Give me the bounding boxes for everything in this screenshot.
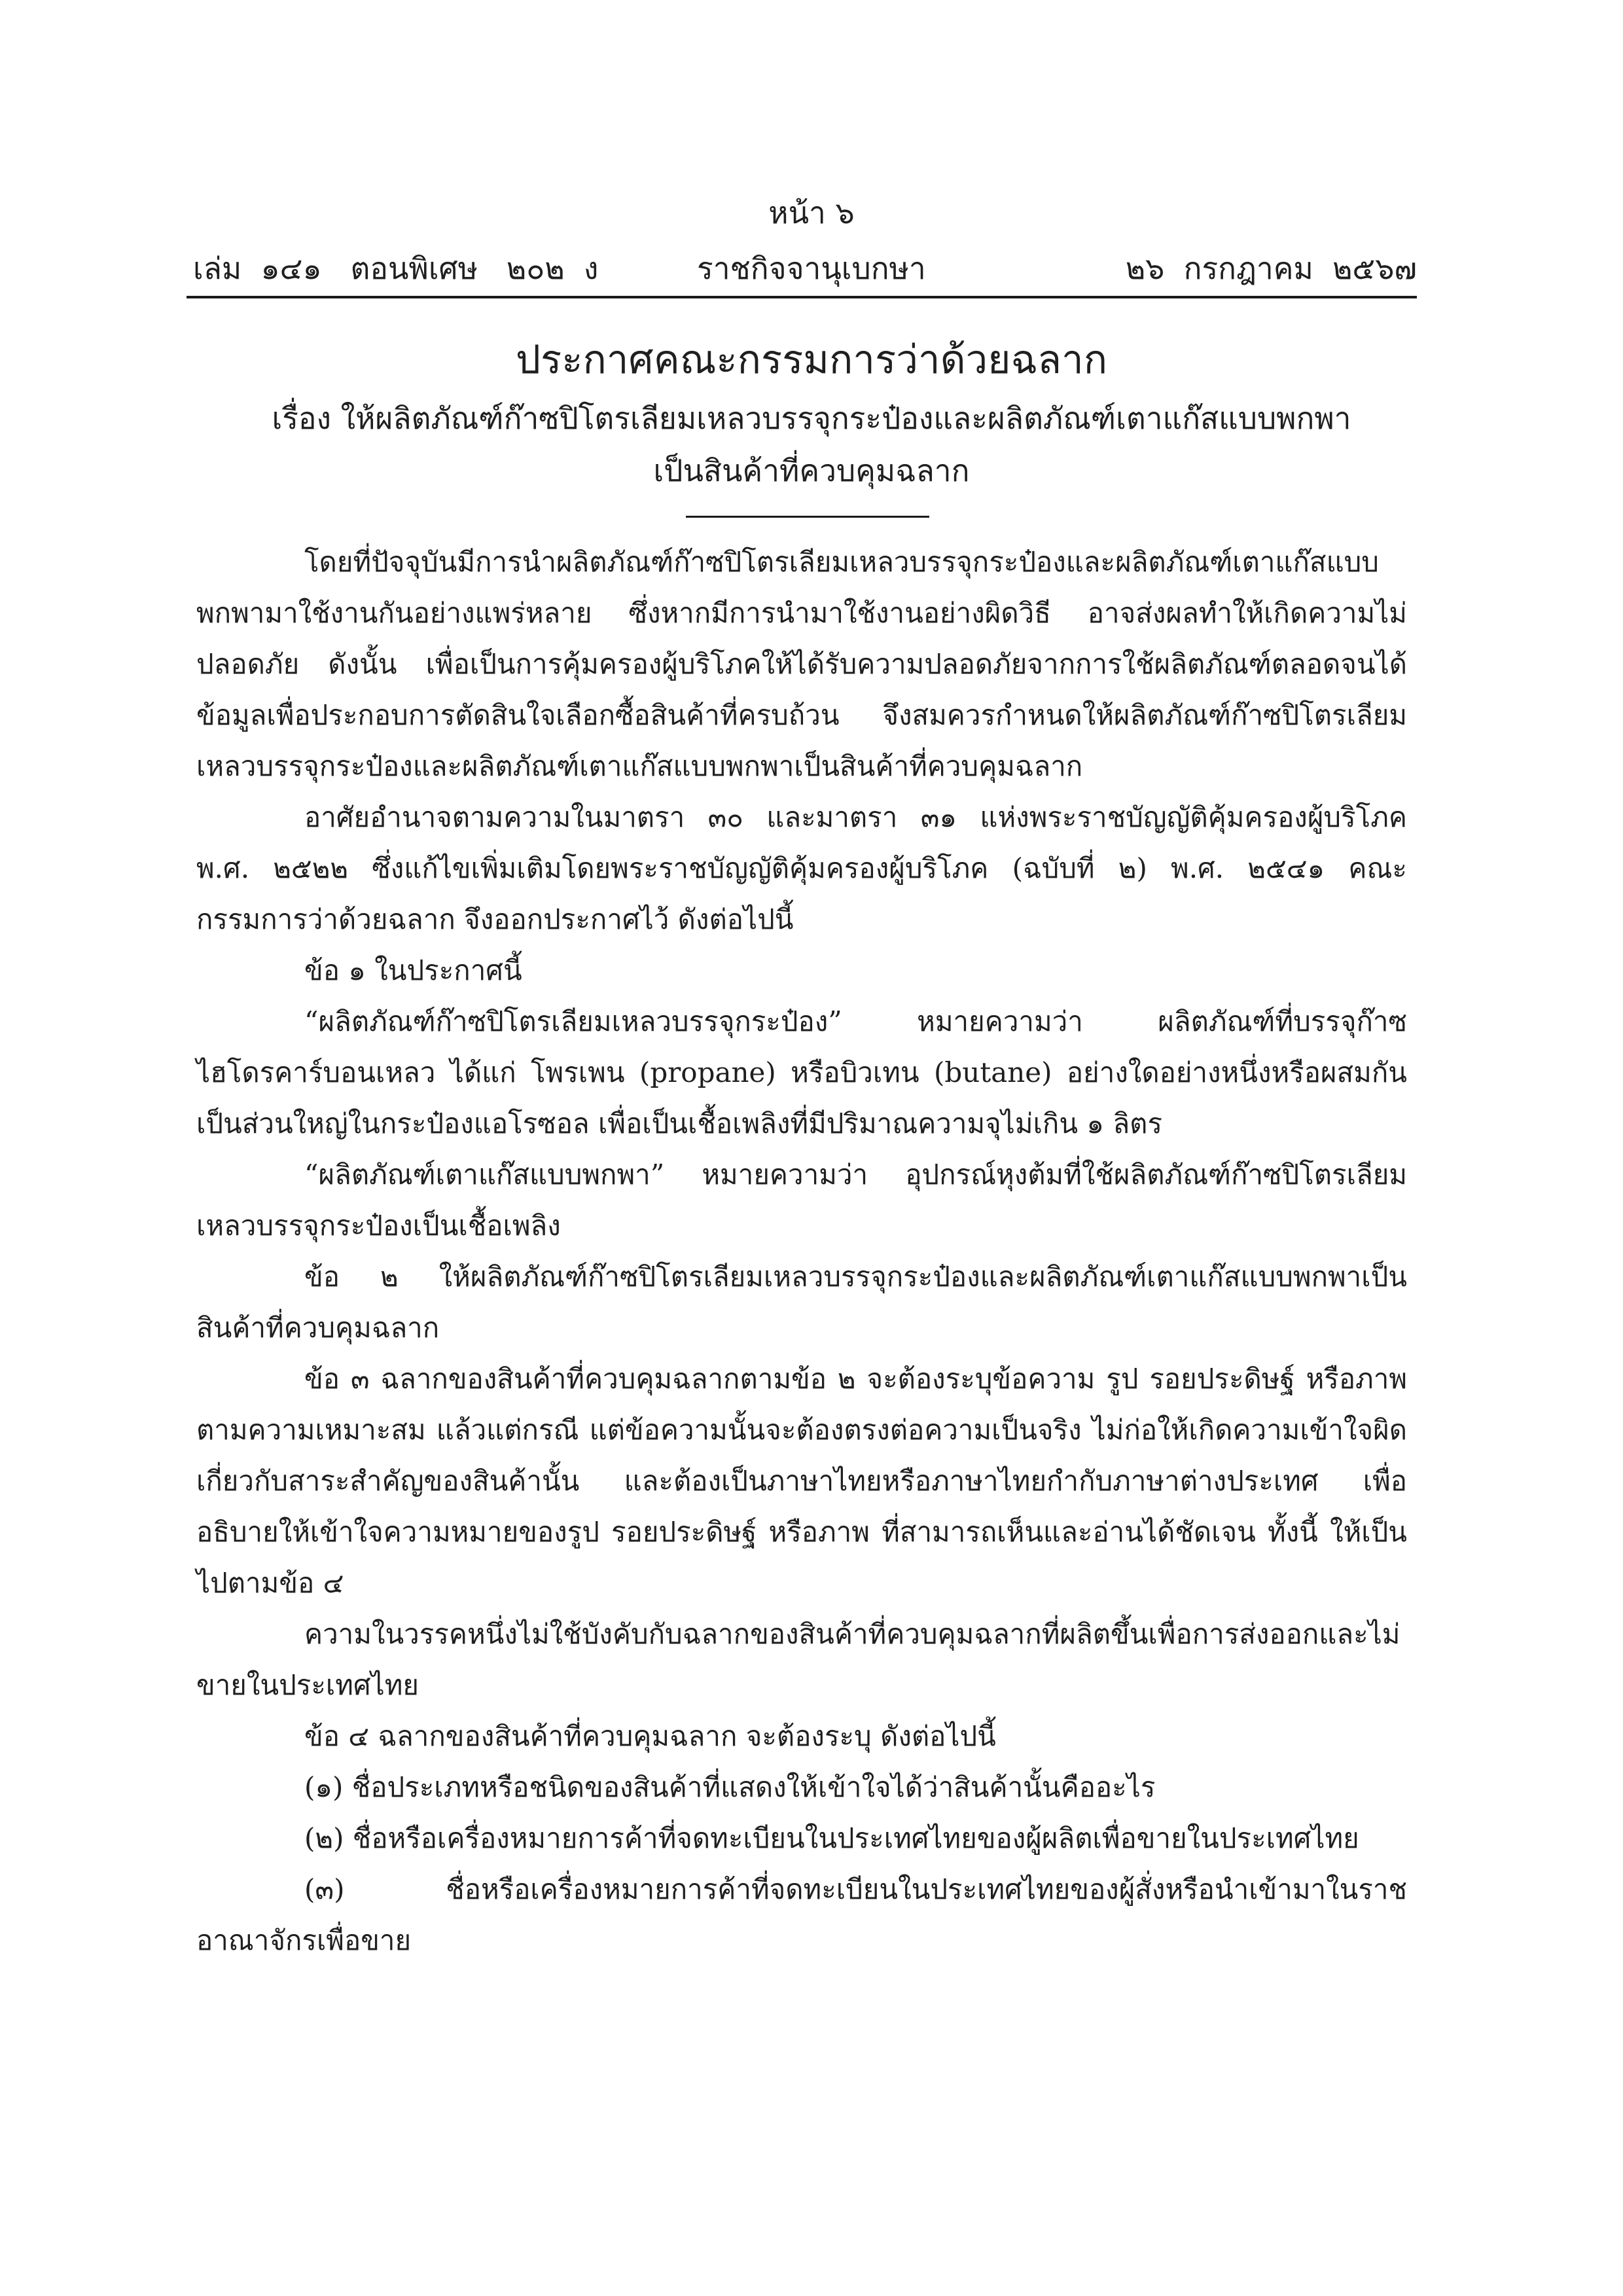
clause-2: ข้อ ๒ ให้ผลิตภัณฑ์ก๊าซปิโตรเลียมเหลวบรรจุกระป๋องและผลิตภัณฑ์เตาแก๊สแบบพกพาเป็นสินค้าที่ควบคุมฉลาก <box>196 1261 1407 1344</box>
publication-date: ๒๖ กรกฎาคม ๒๕๖๗ <box>1125 251 1417 286</box>
document-body <box>196 537 1407 1966</box>
page-number: หน้า ๖ <box>768 195 855 230</box>
definition-lpg-canister: “ผลิตภัณฑ์ก๊าซปิโตรเลียมเหลวบรรจุกระป๋อง” หมายความว่า ผลิตภัณฑ์ที่บรรจุก๊าซไฮโดรคาร์บอนเหลว ได้แก่ โพรเพน (propane) หรือบิวเทน (butane) อย่างใดอย่างหนึ่งหรือผสมกันเป็นส่วนใหญ่ในกระป๋องแอโรซอล เพื่อเป็นเชื้อเพลิงที่มีปริมาณความจุไม่เกิน ๑ ลิตร <box>196 1005 1407 1139</box>
volume-issue: เล่ม ๑๔๑ ตอนพิเศษ ๒๐๒ ง <box>193 251 599 286</box>
clause-4-item-3: (๓) ชื่อหรือเครื่องหมายการค้าที่จดทะเบียนในประเทศไทยของผู้สั่งหรือนำเข้ามาในราชอาณาจักรเพื่อขาย <box>196 1873 1407 1956</box>
title-divider <box>686 516 929 518</box>
announcement-subject-line-1: เรื่อง ให้ผลิตภัณฑ์ก๊าซปิโตรเลียมเหลวบรรจุกระป๋องและผลิตภัณฑ์เตาแก๊สแบบพกพา <box>272 401 1351 436</box>
preamble-paragraph: โดยที่ปัจจุบันมีการนำผลิตภัณฑ์ก๊าซปิโตรเลียมเหลวบรรจุกระป๋องและผลิตภัณฑ์เตาแก๊สแบบพกพามาใช้งานกันอย่างแพร่หลาย ซึ่งหากมีการนำมาใช้งานอย่างผิดวิธี อาจส่งผลทำให้เกิดความไม่ปลอดภัย ดังนั้น เพื่อเป็นการคุ้มครองผู้บริโภคให้ได้รับความปลอดภัยจากการใช้ผลิตภัณฑ์ตลอดจนได้ข้อมูลเพื่อประกอบการตัดสินใจเลือกซื้อสินค้าที่ครบถ้วน จึงสมควรกำหนดให้ผลิตภัณฑ์ก๊าซปิโตรเลียมเหลวบรรจุกระป๋องและผลิตภัณฑ์เตาแก๊สแบบพกพาเป็นสินค้าที่ควบคุมฉลาก <box>196 546 1407 782</box>
clause-4-item-2: (๒) ชื่อหรือเครื่องหมายการค้าที่จดทะเบียนในประเทศไทยของผู้ผลิตเพื่อขายในประเทศไทย <box>304 1822 1359 1854</box>
announcement-subject-line-2: เป็นสินค้าที่ควบคุมฉลาก <box>653 453 970 488</box>
gazette-header <box>187 249 1417 288</box>
clause-3-paragraph-2: ความในวรรคหนึ่งไม่ใช้บังคับกับฉลากของสินค้าที่ควบคุมฉลากที่ผลิตขึ้นเพื่อการส่งออกและไม่ขายในประเทศไทย <box>196 1618 1400 1701</box>
clause-3: ข้อ ๓ ฉลากของสินค้าที่ควบคุมฉลากตามข้อ ๒ จะต้องระบุข้อความ รูป รอยประดิษฐ์ หรือภาพตามความเหมาะสม แล้วแต่กรณี แต่ข้อความนั้นจะต้องตรงต่อความเป็นจริง ไม่ก่อให้เกิดความเข้าใจผิดเกี่ยวกับสาระสำคัญของสินค้านั้น และต้องเป็นภาษาไทยหรือภาษาไทยกำกับภาษาต่างประเทศ เพื่ออธิบายให้เข้าใจความหมายของรูป รอยประดิษฐ์ หรือภาพ ที่สามารถเห็นและอ่านได้ชัดเจน ทั้งนี้ ให้เป็นไปตามข้อ ๔ <box>196 1363 1407 1599</box>
publication-name: ราชกิจจานุเบกษา <box>697 251 926 286</box>
announcement-title: ประกาศคณะกรรมการว่าด้วยฉลาก <box>515 337 1108 383</box>
definition-portable-gas-stove: “ผลิตภัณฑ์เตาแก๊สแบบพกพา” หมายความว่า อุปกรณ์หุงต้มที่ใช้ผลิตภัณฑ์ก๊าซปิโตรเลียมเหลวบรรจุกระป๋องเป็นเชื้อเพลิง <box>196 1158 1407 1242</box>
header-divider <box>187 296 1417 298</box>
clause-4-item-1: (๑) ชื่อประเภทหรือชนิดของสินค้าที่แสดงให้เข้าใจได้ว่าสินค้านั้นคืออะไร <box>304 1771 1156 1803</box>
clause-4: ข้อ ๔ ฉลากของสินค้าที่ควบคุมฉลาก จะต้องระบุ ดังต่อไปนี้ <box>304 1720 996 1752</box>
authority-paragraph: อาศัยอำนาจตามความในมาตรา ๓๐ และมาตรา ๓๑ แห่งพระราชบัญญัติคุ้มครองผู้บริโภค พ.ศ. ๒๕๒๒ ซึ่งแก้ไขเพิ่มเติมโดยพระราชบัญญัติคุ้มครองผู้บริโภค (ฉบับที่ ๒) พ.ศ. ๒๕๔๑ คณะกรรมการว่าด้วยฉลาก จึงออกประกาศไว้ ดังต่อไปนี้ <box>196 801 1407 935</box>
clause-1: ข้อ ๑ ในประกาศนี้ <box>304 954 522 986</box>
